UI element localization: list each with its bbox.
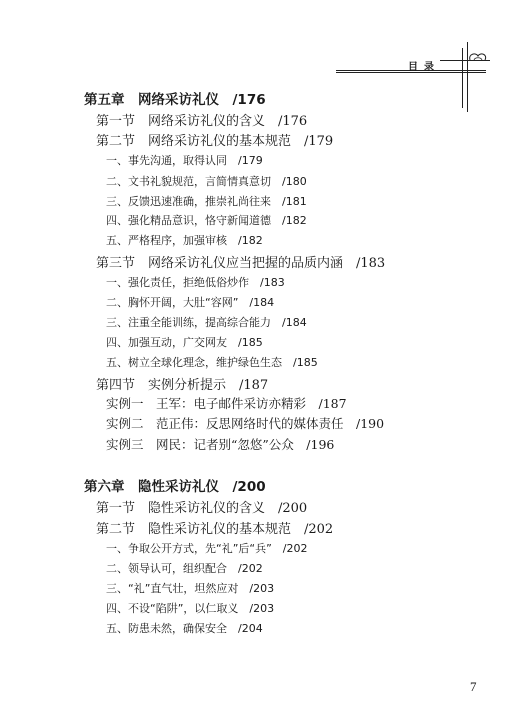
toc-item-entry: 五、严格程序，加强审核 /182 xyxy=(106,234,263,247)
toc-item-entry: 一、强化责任，拒绝低俗炒作 /183 xyxy=(106,276,285,289)
toc-section-entry: 第二节 隐性采访礼仪的基本规范 /202 xyxy=(96,522,334,537)
toc-item-entry: 五、防患未然，确保安全 /204 xyxy=(106,622,263,635)
toc-case-entry: 实例三 网民：记者别“忽悠”公众 /196 xyxy=(106,437,335,452)
header-title: 目录 xyxy=(408,62,440,73)
header-ornament-icon xyxy=(466,48,490,70)
toc-item-entry: 三、反馈迅速准确，推崇礼尚往来 /181 xyxy=(106,195,307,208)
toc-item-entry: 二、文书礼貌规范，言简情真意切 /180 xyxy=(106,175,307,188)
toc-item-entry: 四、强化精品意识，恪守新闻道德 /182 xyxy=(106,214,307,227)
toc-section-entry: 第三节 网络采访礼仪应当把握的品质内涵 /183 xyxy=(96,256,386,271)
toc-item-entry: 三、注重全能训练，提高综合能力 /184 xyxy=(106,316,307,329)
toc-section-entry: 第二节 网络采访礼仪的基本规范 /179 xyxy=(96,134,334,149)
toc-section-entry: 第一节 网络采访礼仪的含义 /176 xyxy=(96,114,308,129)
toc-chapter-entry: 第五章 网络采访礼仪 /176 xyxy=(84,92,266,108)
toc-item-entry: 一、事先沟通，取得认同 /179 xyxy=(106,154,263,167)
toc-item-entry: 二、胸怀开阔，大肚“容网” /184 xyxy=(106,296,275,309)
toc-item-entry: 四、不设“陷阱”，以仁取义 /203 xyxy=(106,602,275,615)
toc-item-entry: 四、加强互动，广交网友 /185 xyxy=(106,336,263,349)
toc-case-entry: 实例二 范正伟：反思网络时代的媒体责任 /190 xyxy=(106,416,385,431)
toc-chapter-entry: 第六章 隐性采访礼仪 /200 xyxy=(84,479,266,495)
toc-section-entry: 第一节 隐性采访礼仪的含义 /200 xyxy=(96,501,308,516)
toc-item-entry: 五、树立全球化理念，维护绿色生态 /185 xyxy=(106,356,318,369)
page-number: 7 xyxy=(470,679,477,694)
toc-item-entry: 一、争取公开方式，先“礼”后“兵” /202 xyxy=(106,542,308,555)
toc-section-entry: 第四节 实例分析提示 /187 xyxy=(96,378,269,393)
toc-item-entry: 三、“礼”直气壮，坦然应对 /203 xyxy=(106,582,275,595)
header-vertical-rule xyxy=(462,48,463,108)
toc-item-entry: 二、领导认可，组织配合 /202 xyxy=(106,562,263,575)
toc-case-entry: 实例一 王军：电子邮件采访亦精彩 /187 xyxy=(106,396,347,411)
